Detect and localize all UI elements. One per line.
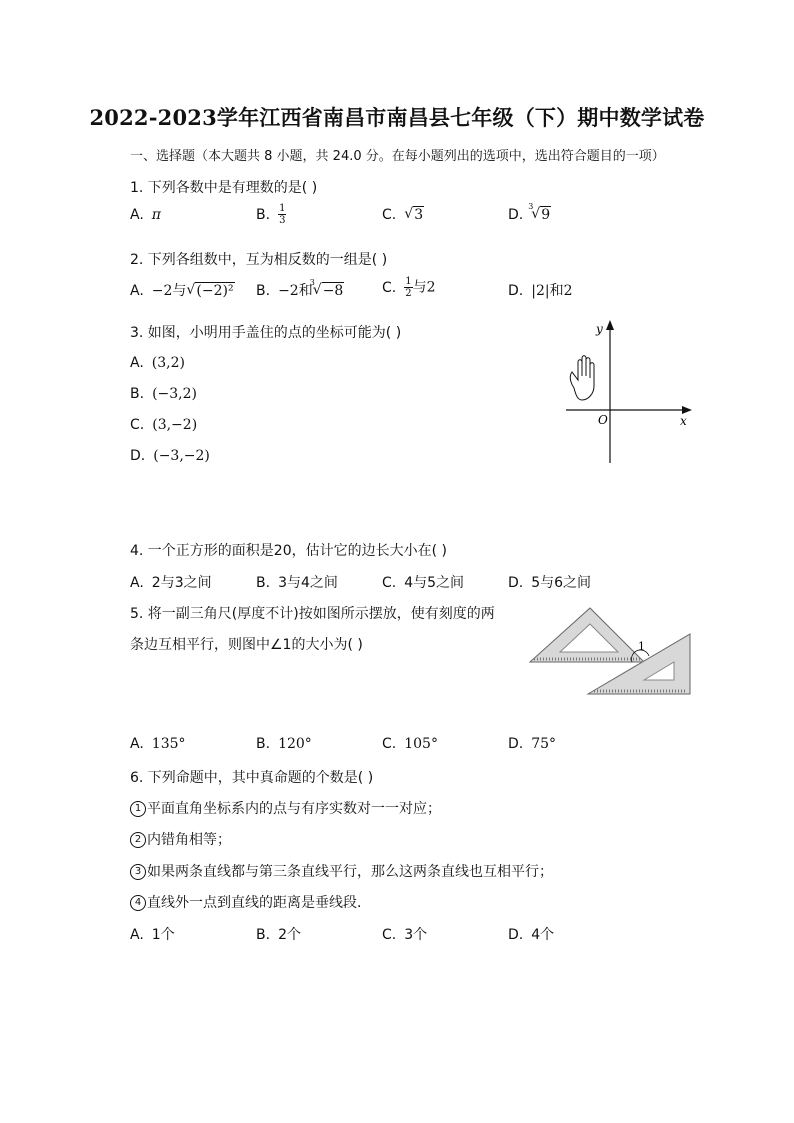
question-5-stem-line2: 条边互相平行，则图中∠1的大小为( ) <box>130 637 363 653</box>
x-axis-arrow <box>682 406 692 414</box>
q6-statement-4: 4 直线外一点到直线的距离是垂线段． <box>130 892 371 912</box>
question-3-stem: 3. 如图，小明用手盖住的点的坐标可能为( ) <box>130 325 402 341</box>
cube-root: √ 3 9 <box>531 207 551 223</box>
q5-option-c[interactable]: C. 105° <box>382 736 438 752</box>
cube-root: √ 3 −8 <box>313 283 345 299</box>
q4-option-c[interactable]: C. 4与5之间 <box>382 575 465 591</box>
q2-option-d[interactable]: D. |2|和2 <box>508 283 573 299</box>
q1-option-d[interactable]: D. √ 3 9 <box>508 207 551 223</box>
q2-option-b[interactable]: B. −2和 √ 3 −8 <box>256 280 344 300</box>
q6-statement-2: 2 内错角相等； <box>130 829 231 849</box>
question-5-stem-line1: 5. 将一副三角尺(厚度不计)按如图所示摆放，使有刻度的两 <box>130 606 495 622</box>
fraction: $\frac{1}{2}$ <box>405 276 412 299</box>
question-6-stem: 6. 下列命题中，其中真命题的个数是( ) <box>130 770 374 786</box>
q5-option-b[interactable]: B. 120° <box>256 736 312 752</box>
fraction: $\frac{1}{3}$ <box>279 203 286 226</box>
q3-option-d[interactable]: D. (−3,−2) <box>130 448 210 464</box>
triangle-45 <box>530 608 644 662</box>
q6-option-b[interactable]: B. 2个 <box>256 927 301 943</box>
q5-option-a[interactable]: A. 135° <box>130 736 186 752</box>
q6-option-c[interactable]: C. 3个 <box>382 927 428 943</box>
hand-icon <box>570 356 594 400</box>
q3-option-a[interactable]: A. (3,2) <box>130 355 185 371</box>
question-1-stem: 1. 下列各数中是有理数的是( ) <box>130 180 318 196</box>
triangle-rulers-figure <box>528 606 696 698</box>
q5-option-d[interactable]: D. 75° <box>508 736 557 752</box>
q4-option-d[interactable]: D. 5与6之间 <box>508 575 592 591</box>
y-axis-arrow <box>606 320 614 330</box>
q6-option-d[interactable]: D. 4个 <box>508 927 555 943</box>
q4-option-b[interactable]: B. 3与4之间 <box>256 575 338 591</box>
q4-option-a[interactable]: A. 2与3之间 <box>130 575 212 591</box>
origin-label: O <box>598 413 608 427</box>
q1-option-b[interactable]: B. $\frac{1}{3}$ <box>256 203 286 226</box>
q3-option-c[interactable]: C. (3,−2) <box>130 417 198 433</box>
q1-option-c[interactable]: C.√ 3 <box>382 207 424 223</box>
angle-1-label: 1 <box>638 640 645 653</box>
page-title: 2022-2023学年江西省南昌市南昌县七年级（下）期中数学试卷 <box>89 105 705 130</box>
q2-option-a[interactable]: A. −2与√ (−2)² <box>130 280 235 300</box>
q6-option-a[interactable]: A. 1个 <box>130 927 175 943</box>
coordinate-figure <box>560 318 700 468</box>
q6-statement-3: 3 如果两条直线都与第三条直线平行，那么这两条直线也互相平行； <box>130 861 553 881</box>
q1-option-a[interactable]: A. π <box>130 207 161 223</box>
y-label: y <box>596 322 603 336</box>
q2-option-c[interactable]: C. $\frac{1}{2}$ 与2 <box>382 276 436 299</box>
x-label: x <box>680 414 687 428</box>
section-heading: 一、选择题（本大题共 8 小题，共 24.0 分。在每小题列出的选项中，选出符合题目的一项） <box>130 149 665 164</box>
question-2-stem: 2. 下列各组数中，互为相反数的一组是( ) <box>130 252 388 268</box>
q6-statement-1: 1 平面直角坐标系内的点与有序实数对一一对应； <box>130 798 441 818</box>
q3-option-b[interactable]: B. (−3,2) <box>130 386 197 402</box>
question-4-stem: 4. 一个正方形的面积是20，估计它的边长大小在( ) <box>130 543 447 559</box>
radical: √ (−2)² <box>186 283 234 299</box>
radical: √ 3 <box>404 207 424 223</box>
